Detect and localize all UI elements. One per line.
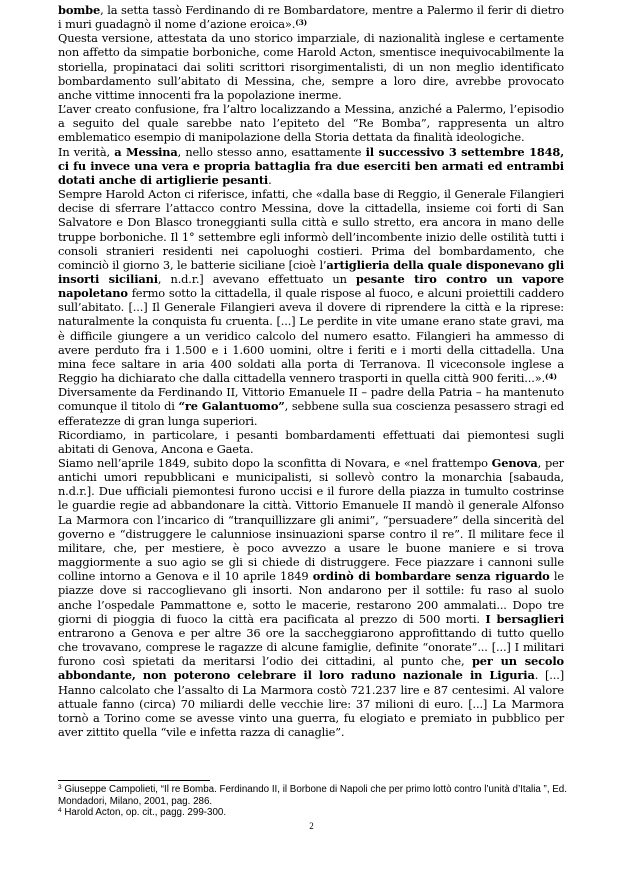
paragraph xyxy=(58,102,564,144)
text-run: , n.d.r.] avevano effettuato un xyxy=(157,271,356,286)
footnote-text: Giuseppe Campolieti, “Il re Bomba. Ferdinando II, il Borbone di Napoli che per primo lottò contro l’unità d’Italia ”, Ed. Mondadori, Milano, 2001, pag. 286. xyxy=(58,784,567,807)
footnote-divider xyxy=(58,780,210,781)
text-run: Diversamente da Ferdinando II, Vittorio Emanuele II – padre della Patria – ha mantenuto comunque il titolo di xyxy=(58,385,564,414)
page-number: 2 xyxy=(309,821,314,831)
text-run: , sebbene sulla sua coscienza pesassero stragi ed efferatezze di gran lunga superiori. xyxy=(58,399,564,428)
paragraph xyxy=(58,385,564,427)
text-run: entrarono a Genova e per altre 36 ore la saccheggiarono approfittando di tutto quello che trovavano, comprese le ragazze di alcune famiglie, definite “onorate”... [...] I militari furono così spietati da meritarsi l’odio dei cittadini, al punto che, xyxy=(58,625,564,669)
text-run: le piazze dove si raccoglievano gli insorti. Non andarono per il sottile: fu raso al suolo anche l’ospedale Pammattone e, sotto le macerie, restarono 200 ammalati... Dopo tre giorni di pioggia di fuoco la città era pacificata al prezzo di 500 morti. xyxy=(58,569,564,626)
bold-text: il successivo 3 settembre 1848, ci fu invece una vera e propria battaglia fra due eserciti ben armati ed entrambi dotati anche di artiglierie pesanti xyxy=(58,144,565,187)
footnote-number: 4 xyxy=(58,807,62,815)
bold-text: ordinò di bombardare senza riguardo xyxy=(312,569,550,584)
text-run: Ricordiamo, in particolare, i pesanti bombardamenti effettuati dai piemontesi sugli abitati di Genova, Ancona e Gaeta. xyxy=(58,427,564,456)
text-run: fermo sotto la cittadella, il quale rispose al fuoco, e alcuni proiettili caddero sull’abitato. [...] Il Generale Filangieri aveva il dovere di riprendere la città e la riprese: naturalmente la conquista fu cruenta. [...] Le perdite in vite umane erano state gravi, ma è difficile giungere a un veridico calcolo del numero esatto. Filangieri ha ammesso di avere perduto fra i 1.500 e i 1.600 uomini, oltre i feriti e i morti della cittadella. Una mina fece saltare in aria 400 soldati alla porta di Terranova. Il viceconsole inglese a Reggio ha dichiarato che dalla cittadella vennero trasporti in quella città 900 feriti...». xyxy=(58,286,564,386)
bold-text: Genova xyxy=(491,456,538,470)
bold-text: artiglieria della quale disponevano gli insorti siciliani xyxy=(58,257,565,286)
text-run: Sempre Harold Acton ci riferisce, infatti, che «dalla base di Reggio, il Generale Filangieri decise di sferrare l’attacco contro Messina, dove la cittadella, insieme coi forti di San Salvatore e Don Blasco troneggianti sulla città e sullo stretto, era ancora in mano delle truppe borboniche. Il 1° settembre egli informò dell’incombente inizio delle ostilità tutti i consoli stranieri residenti nei capoluoghi costieri. Prima del bombardamento, che cominciò il giorno 3, le batterie siciliane [cioè l’ xyxy=(58,187,564,272)
footnote-text: Harold Acton, op. cit., pagg. 299-300. xyxy=(61,807,227,819)
paragraph xyxy=(58,456,564,739)
bold-text: pesante tiro contro un vapore napoletano xyxy=(58,271,564,301)
footnote-number: 3 xyxy=(58,784,62,791)
footnote xyxy=(58,807,568,819)
bold-text: “re Galantuomo” xyxy=(178,399,285,414)
paragraph xyxy=(58,3,564,31)
text-run: . xyxy=(268,172,272,187)
text-run: , nello stesso anno, esattamente xyxy=(177,144,366,159)
paragraph xyxy=(58,145,564,187)
bold-text: per un secolo abbondante, non poterono celebrare il loro raduno nazionale in Liguria xyxy=(58,654,564,683)
footnote xyxy=(58,784,568,807)
paragraph xyxy=(58,428,564,456)
text-run: . [...] Hanno calcolato che l’assalto di La Marmora costò 721.237 lire e 87 centesimi. Al valore attuale fanno (circa) 70 miliardi delle vecchie lire: 37 milioni di euro. [...] La Marmora tornò a Torino come se avesse vinto una guerra, fu elogiato e premiato in pubblico per aver zittito quella “vile e infetta razza di canaglie”. xyxy=(58,668,564,739)
text-run: Questa versione, attestata da uno storico imparziale, di nazionalità inglese e certamente non affetto da simpatie borboniche, come Harold Acton, smentisce inequivocabilmente la storiella, propinataci dai soliti scrittori risorgimentalisti, di un non meglio identificato bombardamento sull’abitato di Messina, che, sempre a loro dire, avrebbe provocato anche vittime innocenti fra la popolazione inerme. xyxy=(58,31,564,102)
paragraph xyxy=(58,31,564,102)
footnote-reference: (4) xyxy=(545,372,557,382)
footnote-reference: (3) xyxy=(295,18,308,28)
bold-text: a Messina xyxy=(114,144,178,159)
bold-text: bombe xyxy=(58,3,101,17)
paragraph xyxy=(58,187,564,385)
footnotes xyxy=(58,784,568,819)
text-run: Siamo nell’aprile 1849, subito dopo la sconfitta di Novara, e «nel frattempo xyxy=(58,456,492,470)
text-run: In verità, xyxy=(58,144,115,159)
text-run: , per antichi umori repubblicani e municipalisti, si sollevò contro la monarchia [sabauda, n.d.r.]. Due ufficiali piemontesi furono uccisi e il furore della piazza in tumulto costrinse le guardie regie ad abbandonare la città. Vittorio Emanuele II mandò il generale Alfonso La Marmora con l’incarico di “tranquillizzare gli animi”, “persuadere” della sincerità del governo e “distruggere le calunniose insinuazioni sparse contro il re”. Il militare fece il militare, che, per mestiere, è poco avvezzo a usare le buone maniere e si trova maggiormente a suo agio se gli si chiede di distruggere. Fece piazzare i cannoni sulle colline intorno a Genova e il 10 aprile 1849 xyxy=(58,456,564,584)
page-body xyxy=(58,3,564,739)
text-run: L’aver creato confusione, fra l’altro localizzando a Messina, anziché a Palermo, l’episodio a seguito del quale sarebbe nato l’epiteto del “Re Bomba”, rappresenta un altro emblematico esempio di manipolazione della Storia dettata da finalità ideologiche. xyxy=(58,102,564,145)
bold-text: I bersaglieri xyxy=(485,611,564,626)
text-run: , la setta tassò Ferdinando di re Bombardatore, mentre a Palermo il ferir di dietro i muri guadagnò il nome d’azione eroica». xyxy=(58,3,564,32)
